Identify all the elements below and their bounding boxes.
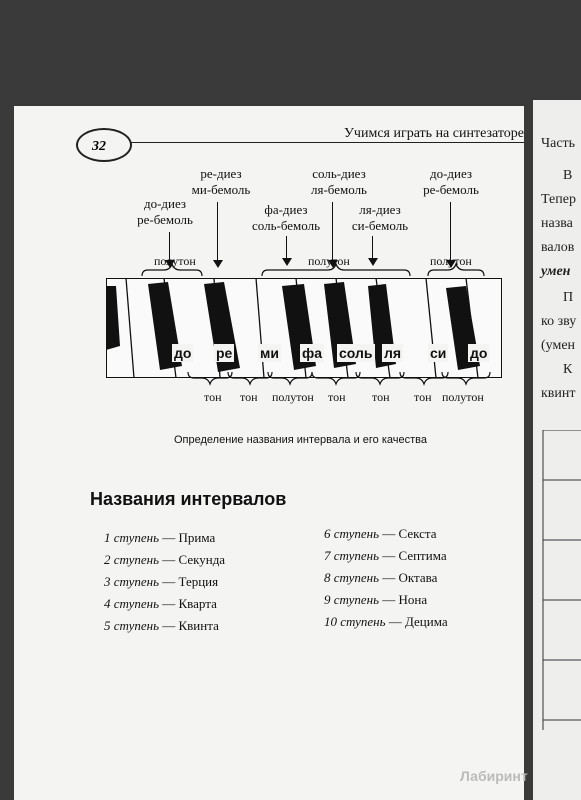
key-re: ре [216, 345, 233, 361]
next-page-line: назва [541, 216, 573, 231]
semitone-label-top-3: полутон [430, 254, 472, 268]
next-page-line: квинт [541, 386, 576, 401]
interval-item: 5 ступень — Квинта [104, 618, 219, 633]
interval-item: 4 ступень — Кварта [104, 596, 217, 611]
book-page-left [14, 106, 524, 800]
interval-item: 9 ступень — Нона [324, 592, 428, 607]
section-title: Названия интервалов [90, 489, 287, 509]
semitone-label-top-1: полутон [154, 254, 196, 268]
key-do: до [174, 345, 192, 361]
next-page-line: Тепер [541, 192, 576, 207]
step-label-1: тон [204, 390, 222, 404]
page-number: 32 [76, 128, 132, 162]
interval-item: 1 ступень — Прима [104, 530, 216, 545]
interval-item: 10 ступень — Децима [324, 614, 448, 629]
next-page-head: Часть [541, 136, 576, 151]
step-label-3: полутон [272, 390, 314, 404]
semitone-label-top-2: полутон [308, 254, 350, 268]
note-fa-sharp: фа-диез соль-бемоль [251, 202, 321, 233]
note-do-sharp-2: до-диез ре-бемоль [423, 166, 479, 197]
note-sol-sharp: соль-диез ля-бемоль [311, 166, 367, 197]
key-mi: ми [260, 345, 279, 361]
step-label-5: тон [372, 390, 390, 404]
next-page-line: П [563, 290, 574, 305]
step-label-2: тон [240, 390, 258, 404]
step-label-6: тон [414, 390, 432, 404]
book-page-right [533, 100, 581, 800]
next-page-line: К [563, 362, 573, 377]
note-do-sharp: до-диез ре-бемоль [137, 196, 193, 227]
note-la-sharp: ля-диез си-бемоль [351, 202, 409, 233]
piano-keyboard [106, 278, 502, 378]
staff-table-fragment [533, 430, 581, 730]
key-do-2: до [470, 345, 488, 361]
key-sol: соль [339, 345, 373, 361]
interval-item: 3 ступень — Терция [104, 574, 219, 589]
step-label-4: тон [328, 390, 346, 404]
key-fa: фа [302, 345, 323, 361]
next-page-line: ко зву [541, 314, 577, 329]
interval-item: 8 ступень — Октава [324, 570, 438, 585]
interval-item: 6 ступень — Секста [324, 526, 437, 541]
next-page-line: умен [541, 264, 571, 279]
running-head: Учимся играть на синтезаторе [344, 126, 524, 141]
next-page-line: (умен [541, 338, 576, 353]
step-label-7: полутон [442, 390, 484, 404]
interval-item: 7 ступень — Септима [324, 548, 447, 563]
figure-caption: Определение названия интервала и его качества [174, 434, 428, 446]
note-re-sharp: ре-диез ми-бемоль [191, 166, 251, 197]
next-page-line: валов [541, 240, 575, 255]
interval-item: 2 ступень — Секунда [104, 552, 226, 567]
key-si: си [430, 345, 447, 361]
key-la: ля [384, 345, 402, 361]
watermark: Лабиринт [460, 768, 528, 784]
next-page-line: В [563, 168, 573, 183]
